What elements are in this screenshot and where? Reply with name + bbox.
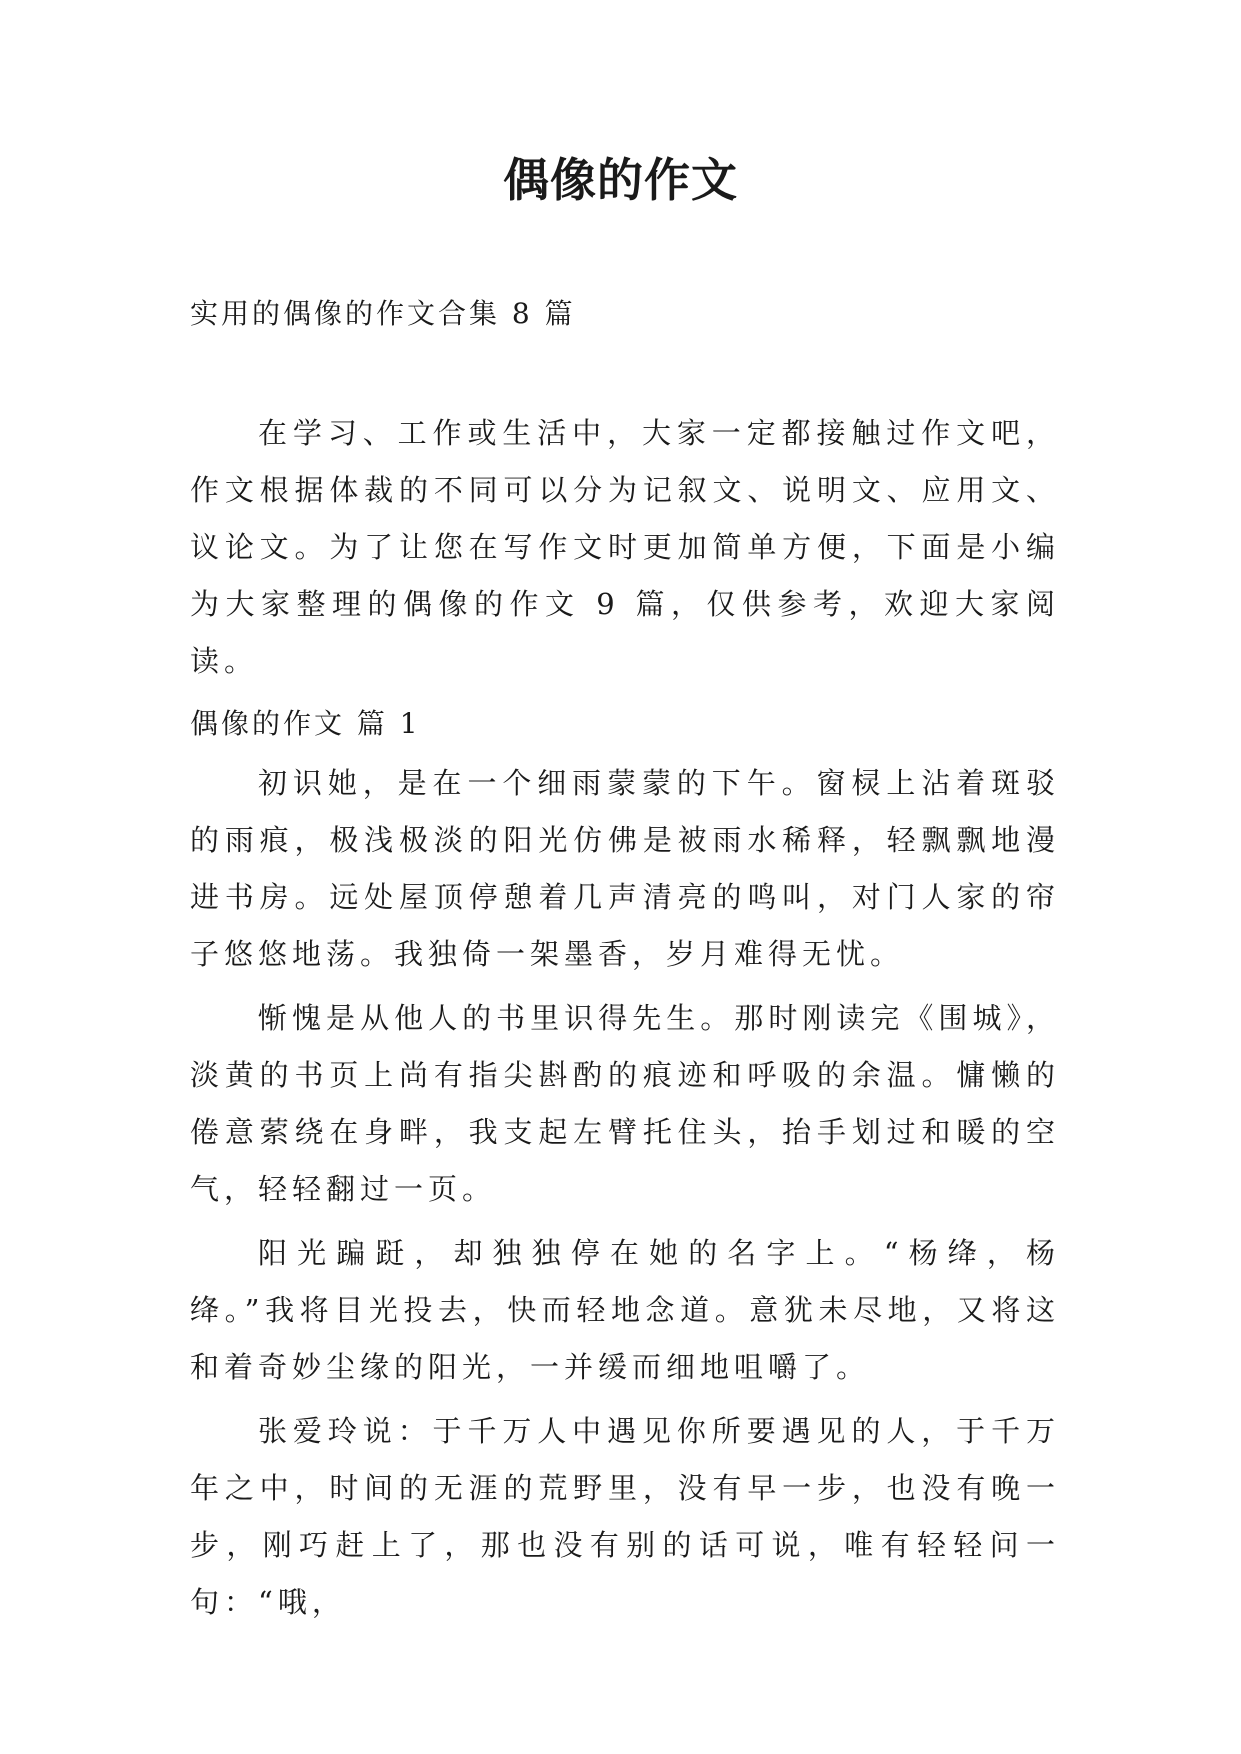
essay-paragraph: 初识她，是在一个细雨蒙蒙的下午。窗棂上沾着斑驳的雨痕，极浅极淡的阳光仿佛是被雨水稀释，轻飘飘地漫进书房。远处屋顶停憩着几声清亮的鸣叫，对门人家的帘子悠悠地荡。我独倚一架墨香，岁月难得无忧。 xyxy=(190,766,1060,971)
section-heading: 偶像的作文 篇 1 xyxy=(190,707,421,740)
intro-paragraph: 在学习、工作或生活中，大家一定都接触过作文吧，作文根据体裁的不同可以分为记叙文、说明文、应用文、议论文。为了让您在写作文时更加简单方便，下面是小编为大家整理的偶像的作文 9 篇，仅供参考，欢迎大家阅读。 xyxy=(190,416,1060,678)
essay-body xyxy=(190,755,1060,1631)
essay-paragraph: 张爱玲说：于千万人中遇见你所要遇见的人，于千万年之中，时间的无涯的荒野里，没有早一步，也没有晚一步，刚巧赶上了，那也没有别的话可说，唯有轻轻问一句：“哦， xyxy=(190,1414,1060,1619)
essay-paragraph: 阳光蹁跹，却独独停在她的名字上。“杨绛，杨绛。”我将目光投去，快而轻地念道。意犹未尽地，又将这和着奇妙尘缘的阳光，一并缓而细地咀嚼了。 xyxy=(190,1236,1060,1384)
document-subtitle: 实用的偶像的作文合集 8 篇 xyxy=(190,297,576,330)
document-title: 偶像的作文 xyxy=(503,153,738,207)
essay-paragraph: 惭愧是从他人的书里识得先生。那时刚读完《围城》，淡黄的书页上尚有指尖斟酌的痕迹和呼吸的余温。慵懒的倦意萦绕在身畔，我支起左臂托住头，抬手划过和暖的空气，轻轻翻过一页。 xyxy=(190,1001,1060,1206)
intro-block xyxy=(190,405,1060,690)
